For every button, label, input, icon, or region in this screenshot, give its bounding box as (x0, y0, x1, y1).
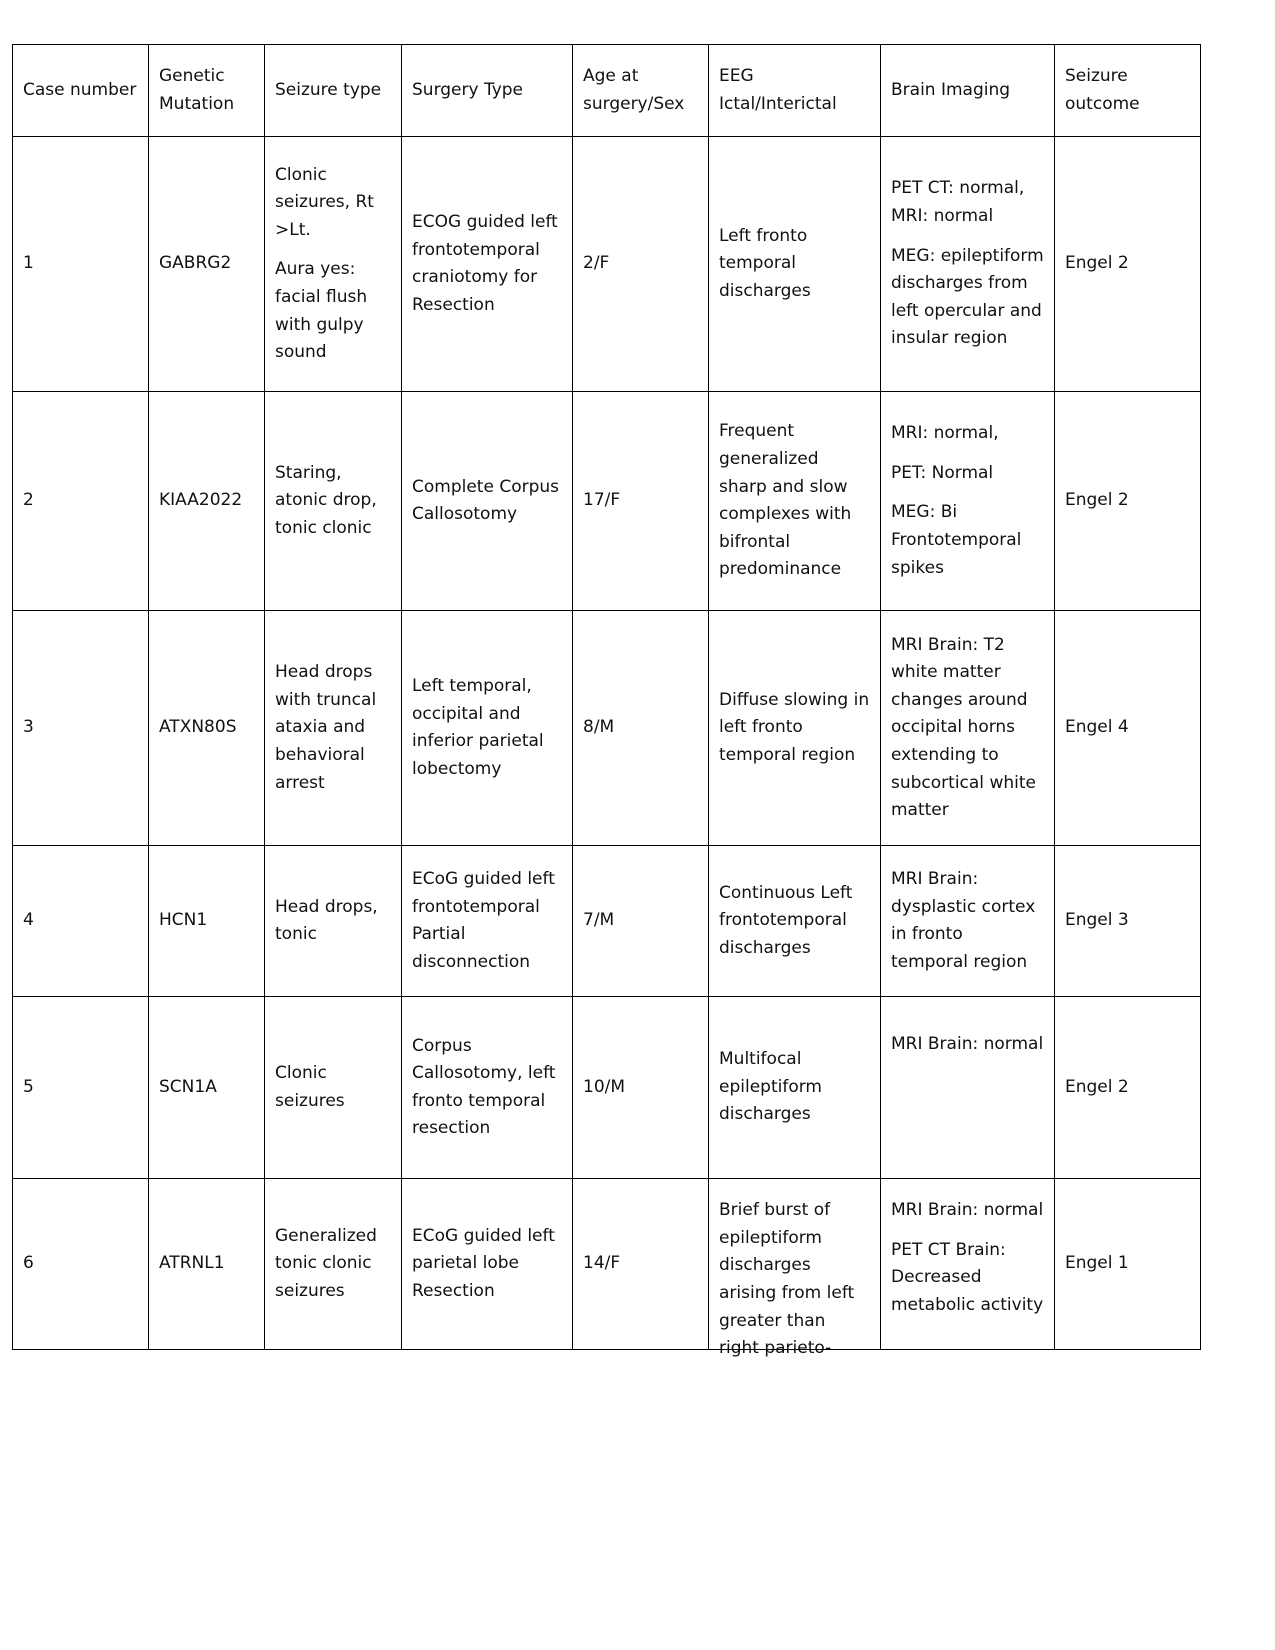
cell-age-sex: 10/M (573, 997, 709, 1179)
cell-age-sex: 17/F (573, 392, 709, 611)
cell-seizure-type (265, 137, 402, 392)
imaging-line: PET CT: normal, MRI: normal (891, 178, 1025, 226)
table-row (13, 997, 1201, 1179)
table-row (13, 846, 1201, 997)
cell-seizure-type (265, 1179, 402, 1350)
header-surgery-type: Surgery Type (402, 45, 573, 137)
table-row (13, 392, 1201, 611)
header-eeg: EEG Ictal/Interictal (709, 45, 881, 137)
header-seizure-outcome: Seizure outcome (1055, 45, 1201, 137)
cell-eeg (709, 1179, 881, 1359)
cell-seizure-type (265, 997, 402, 1179)
cell-seizure-outcome: Engel 1 (1055, 1179, 1201, 1350)
seizure-type-line: Head drops, tonic (275, 896, 378, 945)
cell-age-sex: 8/M (573, 611, 709, 846)
imaging-line: MEG: epileptiform discharges from left opercular and insular region (891, 245, 1044, 349)
header-age-sex: Age at surgery/Sex (573, 45, 709, 137)
cell-age-sex: 2/F (573, 137, 709, 392)
cell-surgery-type: Complete Corpus Callosotomy (402, 392, 573, 611)
cell-eeg: Diffuse slowing in left fronto temporal region (709, 611, 881, 846)
cell-case-number: 6 (13, 1179, 149, 1350)
cell-age-sex: 7/M (573, 846, 709, 997)
cell-surgery-type: Left temporal, occipital and inferior parietal lobectomy (402, 611, 573, 846)
table-row (13, 1179, 1201, 1350)
cell-brain-imaging (881, 1179, 1055, 1350)
case-table (12, 44, 1201, 1359)
cell-brain-imaging (881, 137, 1055, 392)
imaging-line: MRI Brain: normal (891, 1034, 1044, 1055)
cell-genetic-mutation: SCN1A (149, 997, 265, 1179)
table-row (13, 611, 1201, 846)
cell-eeg: Frequent generalized sharp and slow complexes with bifrontal predominance (709, 392, 881, 611)
imaging-box (891, 1197, 1044, 1333)
imaging-line: PET CT Brain: Decreased metabolic activity (891, 1239, 1044, 1315)
imaging-line: MRI: normal, (891, 423, 999, 444)
cell-seizure-type (265, 611, 402, 846)
cell-eeg: Left fronto temporal discharges (709, 137, 881, 392)
seizure-type-line: Generalized tonic clonic seizures (275, 1225, 377, 1301)
cell-seizure-type (265, 846, 402, 997)
cell-eeg: Continuous Left frontotemporal discharges (709, 846, 881, 997)
seizure-type-line: Clonic seizures (275, 1063, 345, 1111)
cell-brain-imaging (881, 846, 1055, 997)
header-genetic-mutation: Genetic Mutation (149, 45, 265, 137)
header-row (13, 45, 1201, 137)
cell-case-number: 2 (13, 392, 149, 611)
cell-seizure-outcome: Engel 2 (1055, 392, 1201, 611)
imaging-line: MEG: Bi Frontotemporal spikes (891, 502, 1022, 578)
eeg-text: Brief burst of epileptiform discharges arising from left greater than right parieto- (719, 1200, 855, 1359)
header-seizure-type: Seizure type (265, 45, 402, 137)
imaging-line: MRI Brain: dysplastic cortex in fronto temporal region (891, 869, 1036, 972)
cell-case-number: 4 (13, 846, 149, 997)
cell-brain-imaging (881, 611, 1055, 846)
seizure-type-line: Head drops with truncal ataxia and behavioral arrest (275, 662, 377, 793)
cell-seizure-type (265, 392, 402, 611)
cell-surgery-type: ECOG guided left frontotemporal craniotomy for Resection (402, 137, 573, 392)
cell-genetic-mutation: KIAA2022 (149, 392, 265, 611)
cell-genetic-mutation: ATRNL1 (149, 1179, 265, 1350)
cell-case-number: 1 (13, 137, 149, 392)
cell-seizure-outcome: Engel 2 (1055, 997, 1201, 1179)
cell-seizure-outcome: Engel 4 (1055, 611, 1201, 846)
cell-genetic-mutation: GABRG2 (149, 137, 265, 392)
cell-surgery-type: ECoG guided left parietal lobe Resection (402, 1179, 573, 1350)
cell-genetic-mutation: HCN1 (149, 846, 265, 997)
cell-seizure-outcome: Engel 3 (1055, 846, 1201, 997)
seizure-type-line: Clonic seizures, Rt >Lt. (275, 164, 374, 240)
seizure-type-line: Staring, atonic drop, tonic clonic (275, 462, 377, 538)
cell-brain-imaging (881, 392, 1055, 611)
cell-case-number: 3 (13, 611, 149, 846)
imaging-line: MRI Brain: normal (891, 1200, 1044, 1221)
seizure-type-line: Aura yes: facial flush with gulpy sound (275, 259, 368, 363)
table-row (13, 137, 1201, 392)
header-brain-imaging: Brain Imaging (881, 45, 1055, 137)
cell-surgery-type: ECoG guided left frontotemporal Partial disconnection (402, 846, 573, 997)
header-case-number: Case number (13, 45, 149, 137)
cell-brain-imaging (881, 997, 1055, 1179)
imaging-line: PET: Normal (891, 462, 994, 483)
cell-eeg: Multifocal epileptiform discharges (709, 997, 881, 1179)
cell-case-number: 5 (13, 997, 149, 1179)
cell-genetic-mutation: ATXN80S (149, 611, 265, 846)
cell-surgery-type: Corpus Callosotomy, left fronto temporal resection (402, 997, 573, 1179)
cell-seizure-outcome: Engel 2 (1055, 137, 1201, 392)
cell-age-sex: 14/F (573, 1179, 709, 1350)
imaging-line: MRI Brain: T2 white matter changes around occipital horns extending to subcortical white matter (891, 634, 1036, 821)
